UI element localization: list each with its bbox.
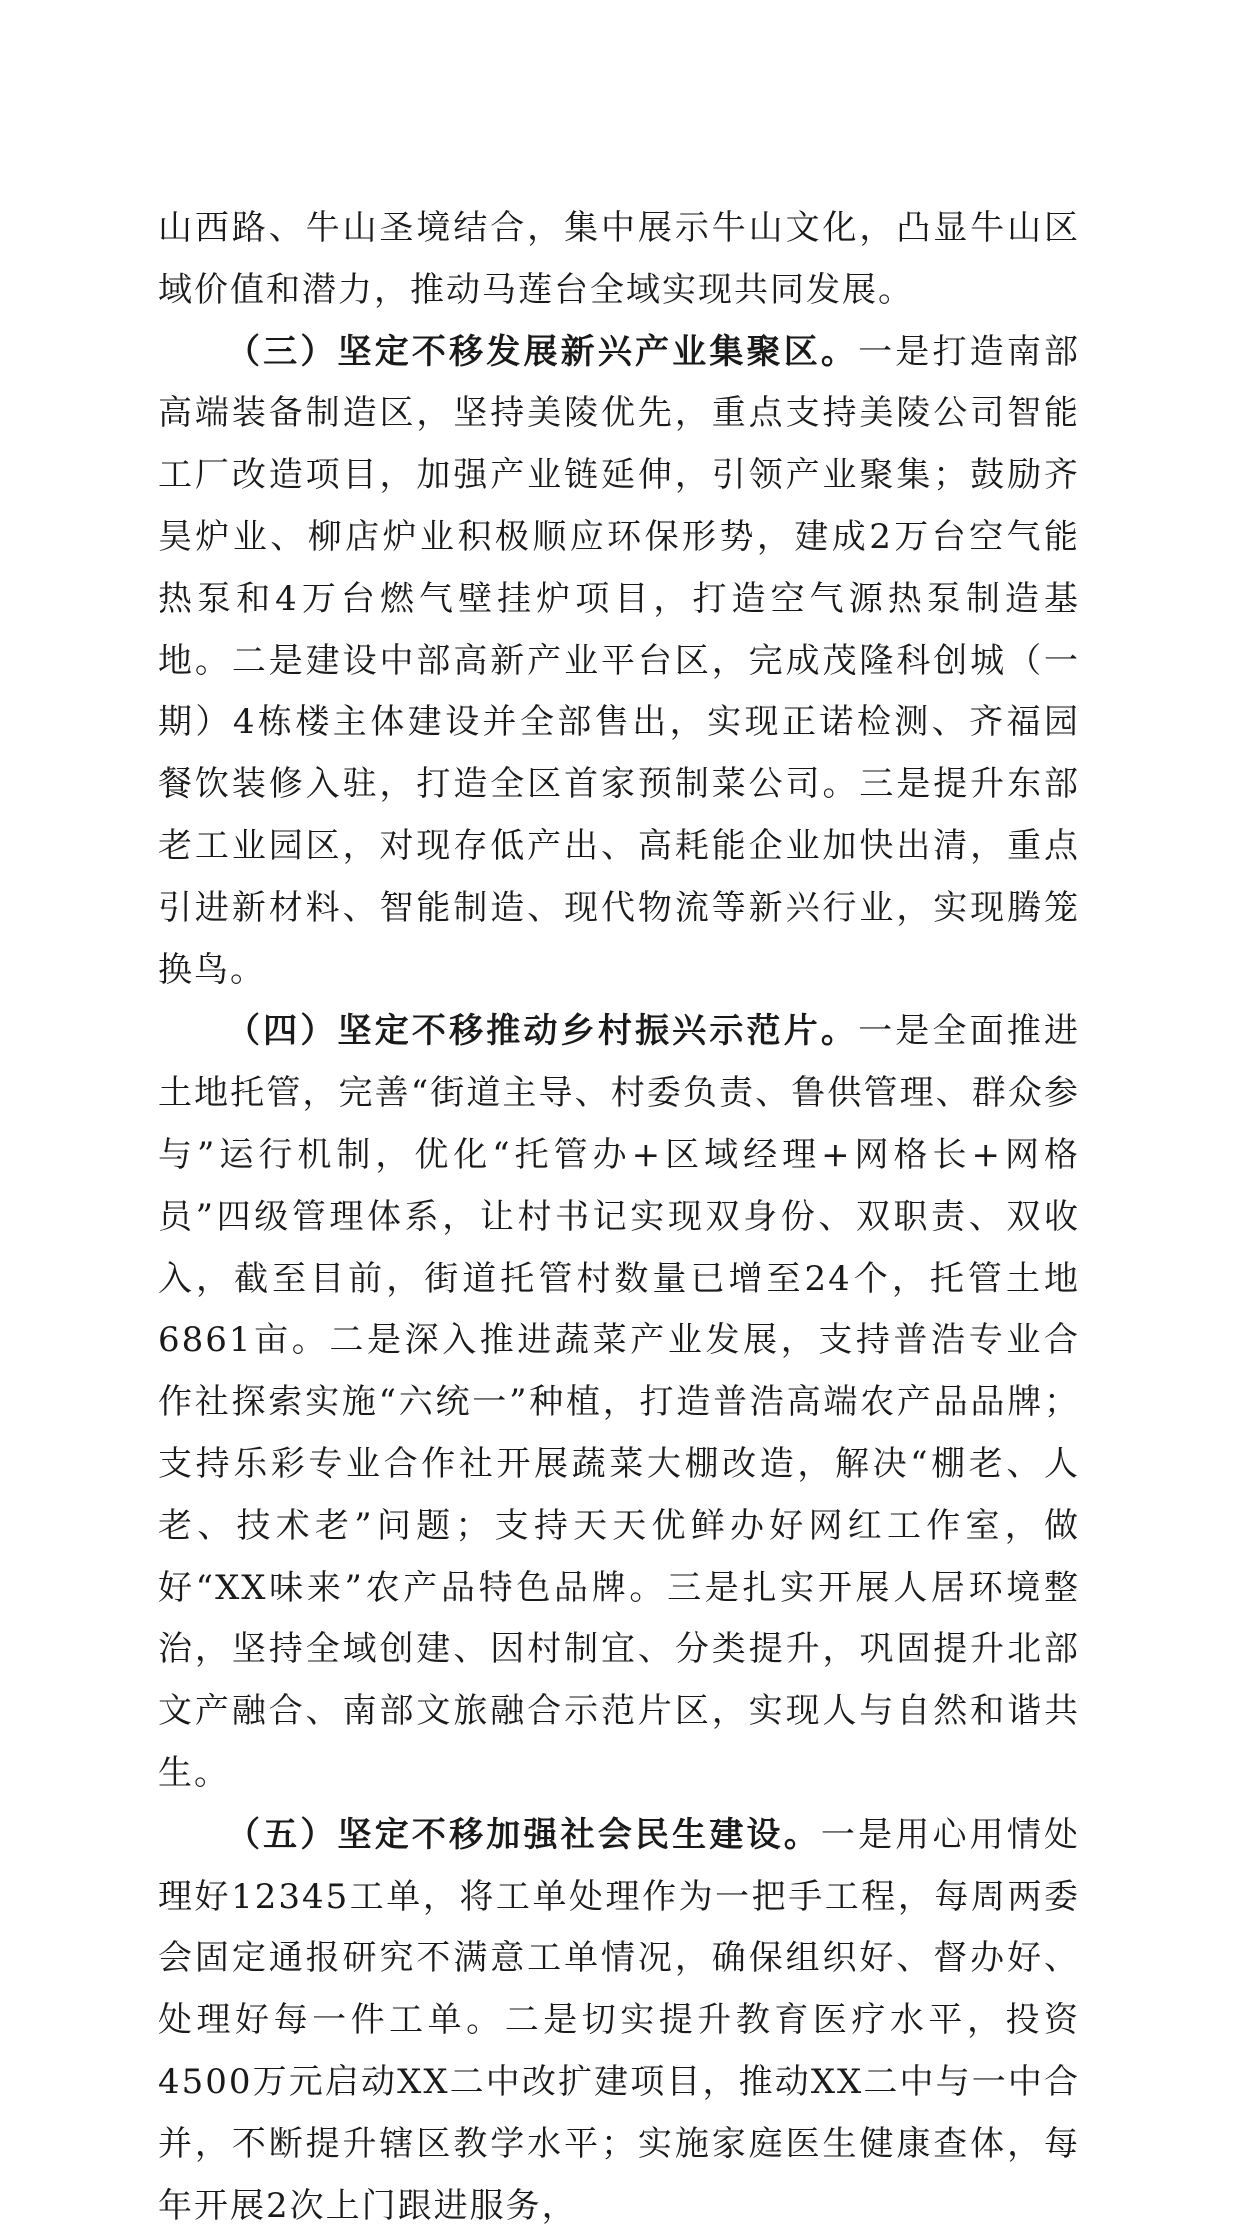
document-body	[158, 198, 1080, 2237]
section-heading: （四）坚定不移推动乡村振兴示范片。	[226, 1011, 859, 1052]
paragraph-continuation	[158, 198, 1080, 322]
paragraph-section-5	[158, 1805, 1080, 2237]
section-heading: （五）坚定不移加强社会民生建设。	[226, 1814, 821, 1855]
paragraph-text: 一是全面推进土地托管，完善“街道主导、村委负责、鲁供管理、群众参与”运行机制，优化“托管办+区域经理+网格长+网格员”四级管理体系，让村书记实现双身份、双职责、双收入，截至目前，街道托管村数量已增至24个，托管土地6861亩。二是深入推进蔬菜产业发展，支持普浩专业合作社探索实施“六统一”种植，打造普浩高端农产品品牌；支持乐彩专业合作社开展蔬菜大棚改造，解决“棚老、人老、技术老”问题；支持天天优鲜办好网红工作室，做好“XX味来”农产品特色品牌。三是扎实开展人居环境整治，坚持全域创建、因村制宜、分类提升，巩固提升北部文产融合、南部文旅融合示范片区，实现人与自然和谐共生。	[158, 1011, 1081, 1793]
paragraph-section-4	[158, 1001, 1080, 1804]
paragraph-text: 一是打造南部高端装备制造区，坚持美陵优先，重点支持美陵公司智能工厂改造项目，加强产业链延伸，引领产业聚集；鼓励齐昊炉业、柳店炉业积极顺应环保形势，建成2万台空气能热泵和4万台燃气壁挂炉项目，打造空气源热泵制造基地。二是建设中部高新产业平台区，完成茂隆科创城（一期）4栋楼主体建设并全部售出，实现正诺检测、齐福园餐饮装修入驻，打造全区首家预制菜公司。三是提升东部老工业园区，对现存低产出、高耗能企业加快出清，重点引进新材料、智能制造、现代物流等新兴行业，实现腾笼换鸟。	[158, 331, 1081, 990]
section-heading: （三）坚定不移发展新兴产业集聚区。	[226, 331, 859, 372]
paragraph-text: 山西路、牛山圣境结合，集中展示牛山文化，凸显牛山区域价值和潜力，推动马莲台全域实现共同发展。	[158, 208, 1080, 310]
paragraph-section-3	[158, 322, 1080, 1002]
paragraph-text: 一是用心用情处理好12345工单，将工单处理作为一把手工程，每周两委会固定通报研究不满意工单情况，确保组织好、督办好、处理好每一件工单。二是切实提升教育医疗水平，投资4500万元启动XX二中改扩建项目，推动XX二中与一中合并，不断提升辖区教学水平；实施家庭医生健康查体，每年开展2次上门跟进服务，	[158, 1814, 1081, 2226]
